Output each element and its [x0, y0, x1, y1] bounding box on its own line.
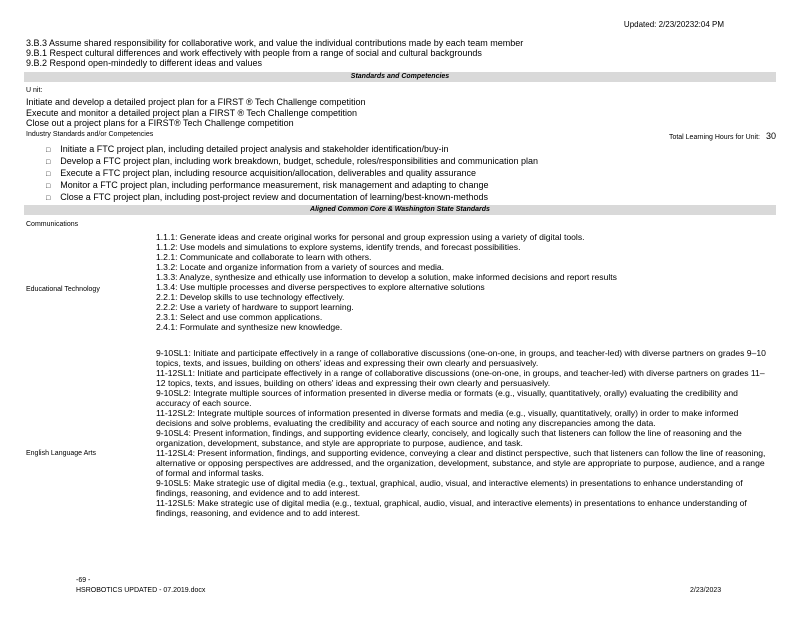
standard-item: 1.1.2: Use models and simulations to explore systems, identify trends, and forecast possibilities.: [156, 242, 521, 252]
aligned-standards-band: Aligned Common Core & Washington State Standards: [24, 205, 776, 215]
page-number: -69 -: [76, 577, 91, 584]
top-standards-list: [26, 38, 523, 68]
standard-item: 1.3.3: Analyze, synthesize and ethically use information to develop a solution, make informed decisions and report results: [156, 272, 617, 282]
standard-item: 2.4.1: Formulate and synthesize new knowledge.: [156, 322, 343, 332]
unit-line: Close out a project plans for a FIRST® Tech Challenge competition: [26, 118, 294, 128]
standards-competencies-band: Standards and Competencies: [24, 72, 776, 82]
standard-item: 2.2.1: Develop skills to use technology effectively.: [156, 292, 345, 302]
industry-label: Industry Standards and/or Competencies: [26, 131, 154, 138]
competency-item: □ Monitor a FTC project plan, including performance measurement, risk management and adapting to change: [46, 180, 538, 192]
standard-item: 11-12SL2: Integrate multiple sources of information presented in diverse formats and media (e.g., visually, quantitatively, orally) in order to make informed decisions and solve problems, evaluating the credibility and accuracy of each source and noting any discrepancies among the data.: [156, 408, 739, 428]
standard-item: 1.3.4: Use multiple processes and diverse perspectives to explore alternative solutions: [156, 282, 485, 292]
standard-item: 11-12SL5: Make strategic use of digital media (e.g., textual, graphical, audio, visual, and interactive elements) in presentations to enhance understanding of findings, reasoning, and evidence and to add interest.: [156, 498, 747, 518]
unit-line: Initiate and develop a detailed project plan for a FIRST ® Tech Challenge competition: [26, 97, 366, 107]
competency-list: [46, 144, 538, 204]
standard-item: 11-12SL4: Present information, findings, and supporting evidence, conveying a clear and distinct perspective, such that listeners can follow the line of reasoning, alternative or opposing perspectives are addressed, and the organization, development, substance, and style are appropriate to purpose, audience, and a range of formal and informal tasks.: [156, 448, 766, 478]
standard-item: 1.2.1: Communicate and collaborate to learn with others.: [156, 252, 372, 262]
footer-filename: HSROBOTICS UPDATED - 07.2019.docx: [76, 587, 206, 594]
category-educational-technology: Educational Technology: [26, 286, 100, 293]
standard-line: 9.B.2 Respond open-mindedly to different ideas and values: [26, 58, 262, 68]
footer-date: 2/23/2023: [690, 587, 722, 594]
unit-line: Execute and monitor a detailed project plan a FIRST ® Tech Challenge competition: [26, 107, 357, 118]
standard-item: 9-10SL2: Integrate multiple sources of information presented in diverse media or formats (e.g., visually, quantitatively, orally) evaluating the credibility and accuracy of each source.: [156, 388, 738, 408]
standard-item: 1.3.2: Locate and organize information from a variety of sources and media.: [156, 262, 445, 272]
standard-item: 9-10SL1: Initiate and participate effectively in a range of collaborative discussions (one-on-one, in groups, and teacher-led) with diverse partners on grades 9–10 topics, texts, and issues, building on others' ideas and expressing their own clearly and persuasively.: [156, 348, 766, 368]
category-communications: Communications: [26, 221, 79, 228]
standard-item: 2.2.2: Use a variety of hardware to support learning.: [156, 302, 354, 312]
unit-list: [26, 97, 366, 129]
competency-item: □ Initiate a FTC project plan, including detailed project analysis and stakeholder identification/buy-in: [46, 144, 538, 156]
competency-item: □ Close a FTC project plan, including post-project review and documentation of learning/best-known-methods: [46, 192, 538, 204]
category-english-language-arts: English Language Arts: [26, 450, 97, 457]
hours: [669, 131, 776, 141]
standard-item: 9-10SL5: Make strategic use of digital media (e.g., textual, graphical, audio, visual, and interactive elements) in presentations to enhance understanding of findings, reasoning, and evidence and to add interest.: [156, 478, 743, 498]
standard-item: 11-12SL1: Initiate and participate effectively in a range of collaborative discussions (one-on-one, in groups, and teacher-led) with diverse partners on grades 11–12 topics, texts, and issues, building on others' ideas and expressing their own clearly and persuasively.: [156, 368, 765, 388]
competency-item: □ Develop a FTC project plan, including work breakdown, budget, schedule, roles/responsibilities and communication plan: [46, 156, 538, 168]
standard-item: 2.3.1: Select and use common applications.: [156, 312, 323, 322]
industry-row: [26, 131, 776, 141]
ed-tech-standards: [156, 232, 766, 332]
standard-line: 3.B.3 Assume shared responsibility for collaborative work, and value the individual contributions made by each team member: [26, 38, 524, 48]
hours-value: 30: [765, 131, 776, 141]
ela-standards: [156, 348, 766, 518]
hours-label: Total Learning Hours for Unit:: [668, 134, 760, 141]
updated-timestamp: Updated: 2/23/20232:04 PM: [623, 20, 724, 29]
standard-line: 9.B.1 Respect cultural differences and work effectively with people from a range of social and cultural backgrounds: [26, 48, 482, 58]
standard-item: 9-10SL4: Present information, findings, and supporting evidence clearly, concisely, and logically such that listeners can follow the line of reasoning and the organization, development, substance, and style are appropriate to purpose, audience, and task.: [156, 428, 742, 448]
unit-label: U nit:: [26, 87, 43, 94]
standard-item: 1.1.1: Generate ideas and create original works for personal and group expression using a variety of digital tools.: [156, 232, 585, 242]
competency-item: □ Execute a FTC project plan, including resource acquisition/allocation, deliverables and quality assurance: [46, 168, 538, 180]
